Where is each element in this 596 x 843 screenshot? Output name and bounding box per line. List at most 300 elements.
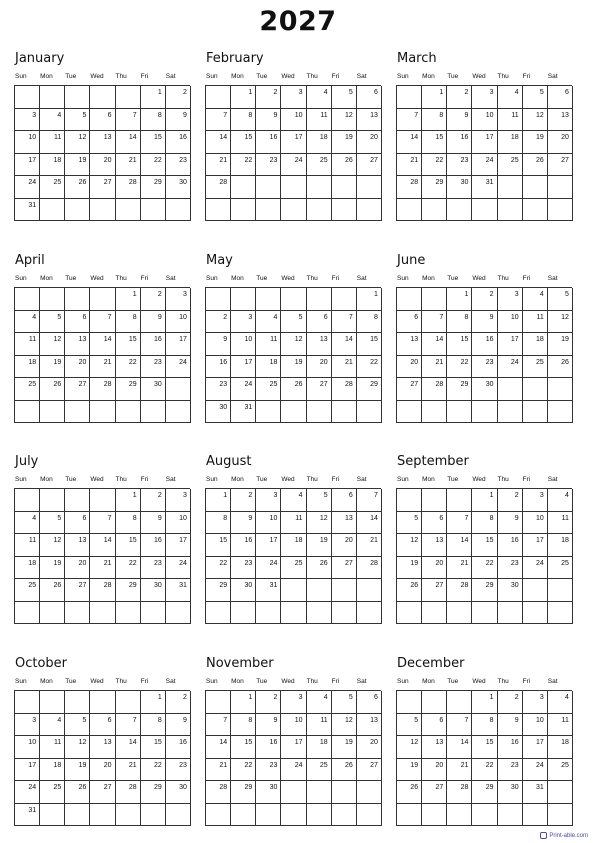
day-number: 22 bbox=[128, 358, 137, 366]
day-cell bbox=[65, 311, 90, 334]
day-cell bbox=[116, 154, 141, 177]
day-number: 19 bbox=[561, 336, 569, 343]
day-cell bbox=[141, 378, 166, 401]
day-cell bbox=[523, 714, 548, 737]
day-cell bbox=[116, 557, 141, 580]
day-cell bbox=[357, 534, 382, 557]
day-number: 28 bbox=[460, 784, 469, 791]
day-cell bbox=[307, 781, 332, 804]
day-number: 20 bbox=[103, 156, 112, 164]
day-cell bbox=[472, 131, 497, 154]
day-cell bbox=[256, 512, 281, 535]
day-cell bbox=[397, 176, 422, 199]
day-number: 2 bbox=[182, 694, 187, 701]
day-cell bbox=[40, 804, 65, 827]
day-cell bbox=[523, 109, 548, 132]
day-cell bbox=[65, 176, 90, 199]
day-number: 18 bbox=[28, 358, 37, 366]
day-number: 1 bbox=[157, 89, 162, 96]
day-cell bbox=[523, 579, 548, 602]
day-cell bbox=[422, 356, 447, 379]
day-cell bbox=[40, 691, 65, 714]
day-grid bbox=[205, 287, 381, 423]
day-cell bbox=[256, 759, 281, 782]
day-number: 29 bbox=[435, 179, 444, 186]
day-number: 21 bbox=[435, 358, 444, 366]
day-cell bbox=[65, 804, 90, 827]
day-number: 24 bbox=[485, 156, 494, 164]
day-cell bbox=[548, 534, 573, 557]
weekday-label: Fri bbox=[522, 275, 531, 282]
day-cell bbox=[498, 86, 523, 109]
day-cell bbox=[422, 534, 447, 557]
day-number: 20 bbox=[78, 358, 87, 366]
day-cell bbox=[206, 557, 231, 580]
day-number: 27 bbox=[435, 784, 444, 791]
day-cell bbox=[40, 714, 65, 737]
day-number: 15 bbox=[435, 134, 444, 141]
day-cell bbox=[281, 109, 306, 132]
day-number: 18 bbox=[319, 134, 328, 141]
day-number: 26 bbox=[294, 381, 303, 388]
day-cell bbox=[231, 489, 256, 512]
weekday-label: Tue bbox=[65, 678, 77, 685]
day-number: 9 bbox=[157, 313, 162, 321]
day-cell bbox=[357, 311, 382, 334]
day-cell bbox=[15, 804, 40, 827]
day-cell bbox=[141, 489, 166, 512]
weekday-label: Mon bbox=[231, 476, 244, 483]
day-cell bbox=[141, 714, 166, 737]
day-number: 9 bbox=[157, 514, 162, 522]
day-number: 10 bbox=[244, 336, 253, 343]
day-number: 4 bbox=[539, 291, 544, 298]
day-cell bbox=[332, 131, 357, 154]
day-number: 29 bbox=[244, 784, 253, 791]
day-cell bbox=[447, 356, 472, 379]
page-title: 2027 bbox=[259, 6, 337, 37]
month-name: April bbox=[15, 253, 45, 268]
day-cell bbox=[141, 356, 166, 379]
day-number: 12 bbox=[294, 336, 303, 343]
day-cell bbox=[231, 311, 256, 334]
day-cell bbox=[447, 759, 472, 782]
day-number: 26 bbox=[561, 358, 569, 366]
day-cell bbox=[357, 489, 382, 512]
weekday-label: Sun bbox=[15, 275, 27, 282]
day-number: 4 bbox=[323, 694, 328, 701]
day-cell bbox=[447, 714, 472, 737]
day-cell bbox=[231, 557, 256, 580]
day-number: 9 bbox=[514, 716, 519, 724]
day-cell bbox=[498, 109, 523, 132]
day-cell bbox=[65, 691, 90, 714]
day-number: 26 bbox=[535, 156, 544, 164]
day-number: 6 bbox=[323, 313, 328, 321]
day-number: 8 bbox=[248, 111, 253, 119]
day-number: 4 bbox=[564, 492, 569, 499]
day-number: 3 bbox=[248, 313, 253, 321]
day-number: 13 bbox=[370, 111, 378, 119]
weekday-label: Sun bbox=[397, 275, 409, 282]
day-cell bbox=[65, 557, 90, 580]
day-cell bbox=[116, 311, 141, 334]
day-cell bbox=[523, 176, 548, 199]
day-cell bbox=[40, 288, 65, 311]
day-cell bbox=[332, 512, 357, 535]
day-number: 10 bbox=[535, 514, 544, 522]
day-cell bbox=[256, 534, 281, 557]
day-number: 6 bbox=[439, 514, 444, 522]
day-number: 12 bbox=[53, 336, 62, 343]
day-cell bbox=[548, 356, 573, 379]
day-number: 13 bbox=[344, 514, 353, 522]
day-number: 15 bbox=[244, 134, 253, 141]
day-cell bbox=[523, 86, 548, 109]
day-number: 11 bbox=[561, 716, 569, 724]
day-cell bbox=[422, 736, 447, 759]
day-cell bbox=[307, 714, 332, 737]
day-number: 23 bbox=[460, 156, 469, 164]
day-number: 4 bbox=[564, 694, 569, 701]
day-cell bbox=[472, 579, 497, 602]
day-cell bbox=[15, 288, 40, 311]
day-cell bbox=[166, 714, 191, 737]
day-number: 25 bbox=[535, 358, 544, 366]
day-number: 30 bbox=[485, 381, 494, 388]
day-cell bbox=[141, 736, 166, 759]
day-cell bbox=[116, 781, 141, 804]
day-grid bbox=[14, 287, 190, 423]
month-september bbox=[396, 452, 572, 624]
day-cell bbox=[116, 512, 141, 535]
day-number: 4 bbox=[273, 313, 278, 321]
day-number: 17 bbox=[510, 336, 519, 343]
day-number: 12 bbox=[410, 537, 419, 544]
day-number: 27 bbox=[78, 582, 87, 589]
day-number: 2 bbox=[182, 89, 187, 96]
day-number: 14 bbox=[460, 739, 469, 746]
day-cell bbox=[141, 512, 166, 535]
day-number: 24 bbox=[244, 381, 253, 388]
day-number: 13 bbox=[410, 336, 419, 343]
day-cell bbox=[65, 109, 90, 132]
day-number: 5 bbox=[57, 313, 62, 321]
day-cell bbox=[472, 401, 497, 424]
day-number: 16 bbox=[269, 134, 278, 141]
weekday-label: Mon bbox=[231, 678, 244, 685]
month-july bbox=[14, 452, 190, 624]
day-number: 27 bbox=[78, 381, 87, 388]
day-cell bbox=[206, 401, 231, 424]
day-number: 19 bbox=[410, 761, 419, 769]
day-cell bbox=[281, 176, 306, 199]
day-cell bbox=[422, 512, 447, 535]
day-cell bbox=[422, 759, 447, 782]
day-cell bbox=[357, 736, 382, 759]
weekday-header bbox=[14, 274, 190, 287]
day-cell bbox=[90, 557, 115, 580]
day-number: 17 bbox=[28, 156, 37, 164]
day-number: 27 bbox=[319, 381, 328, 388]
day-number: 24 bbox=[535, 761, 544, 769]
day-number: 30 bbox=[179, 784, 187, 791]
day-number: 26 bbox=[344, 761, 353, 769]
day-cell bbox=[332, 759, 357, 782]
day-cell bbox=[472, 691, 497, 714]
day-number: 31 bbox=[28, 201, 37, 209]
day-cell bbox=[472, 759, 497, 782]
day-cell bbox=[90, 736, 115, 759]
weekday-label: Fri bbox=[140, 275, 149, 282]
day-cell bbox=[548, 714, 573, 737]
day-number: 7 bbox=[464, 514, 469, 522]
day-number: 2 bbox=[157, 291, 162, 298]
day-cell bbox=[90, 109, 115, 132]
day-number: 18 bbox=[294, 537, 303, 544]
day-number: 15 bbox=[485, 739, 494, 746]
day-cell bbox=[256, 311, 281, 334]
day-cell bbox=[166, 86, 191, 109]
day-cell bbox=[332, 176, 357, 199]
day-number: 23 bbox=[269, 156, 278, 164]
day-cell bbox=[116, 736, 141, 759]
day-cell bbox=[397, 199, 422, 222]
month-october bbox=[14, 654, 190, 826]
day-cell bbox=[206, 804, 231, 827]
day-cell bbox=[357, 333, 382, 356]
day-number: 9 bbox=[182, 716, 187, 724]
day-cell bbox=[397, 736, 422, 759]
day-cell bbox=[422, 378, 447, 401]
day-number: 7 bbox=[439, 313, 444, 321]
day-cell bbox=[15, 86, 40, 109]
day-cell bbox=[65, 579, 90, 602]
day-number: 8 bbox=[373, 313, 378, 321]
day-cell bbox=[256, 86, 281, 109]
day-number: 15 bbox=[128, 336, 137, 343]
day-number: 1 bbox=[489, 694, 494, 701]
day-cell bbox=[397, 691, 422, 714]
day-cell bbox=[357, 199, 382, 222]
day-cell bbox=[231, 333, 256, 356]
day-number: 24 bbox=[269, 559, 278, 567]
day-cell bbox=[498, 759, 523, 782]
day-cell bbox=[307, 489, 332, 512]
day-number: 13 bbox=[435, 537, 444, 544]
day-number: 16 bbox=[485, 336, 494, 343]
weekday-label: Thu bbox=[497, 476, 509, 483]
day-number: 24 bbox=[28, 179, 37, 186]
day-cell bbox=[472, 781, 497, 804]
day-cell bbox=[116, 602, 141, 625]
day-cell bbox=[307, 311, 332, 334]
day-number: 27 bbox=[370, 156, 378, 164]
day-cell bbox=[166, 333, 191, 356]
footer-logo-text: Print-able.com bbox=[549, 832, 588, 839]
weekday-label: Wed bbox=[281, 476, 295, 483]
day-number: 7 bbox=[414, 111, 419, 119]
day-number: 7 bbox=[107, 313, 112, 321]
day-cell bbox=[357, 86, 382, 109]
day-number: 28 bbox=[219, 179, 228, 186]
day-cell bbox=[116, 714, 141, 737]
day-number: 5 bbox=[414, 514, 419, 522]
day-cell bbox=[472, 602, 497, 625]
weekday-label: Thu bbox=[306, 476, 318, 483]
day-number: 7 bbox=[373, 492, 378, 499]
day-number: 30 bbox=[153, 582, 162, 589]
day-number: 3 bbox=[539, 492, 544, 499]
day-cell bbox=[447, 378, 472, 401]
day-cell bbox=[141, 311, 166, 334]
day-cell bbox=[357, 154, 382, 177]
weekday-label: Wed bbox=[472, 275, 486, 282]
day-cell bbox=[116, 401, 141, 424]
day-cell bbox=[447, 489, 472, 512]
day-number: 30 bbox=[460, 179, 469, 186]
day-cell bbox=[447, 781, 472, 804]
day-cell bbox=[332, 579, 357, 602]
day-cell bbox=[281, 579, 306, 602]
day-number: 4 bbox=[323, 89, 328, 96]
day-cell bbox=[332, 534, 357, 557]
day-number: 19 bbox=[535, 134, 544, 141]
day-number: 5 bbox=[57, 514, 62, 522]
weekday-label: Sun bbox=[206, 275, 218, 282]
weekday-label: Wed bbox=[472, 678, 486, 685]
day-number: 29 bbox=[370, 381, 378, 388]
weekday-label: Mon bbox=[231, 275, 244, 282]
day-cell bbox=[498, 333, 523, 356]
day-cell bbox=[332, 781, 357, 804]
day-cell bbox=[472, 557, 497, 580]
weekday-label: Fri bbox=[331, 476, 340, 483]
day-cell bbox=[15, 579, 40, 602]
day-cell bbox=[15, 311, 40, 334]
day-cell bbox=[548, 759, 573, 782]
weekday-header bbox=[396, 274, 572, 287]
day-cell bbox=[141, 154, 166, 177]
day-number: 11 bbox=[561, 514, 569, 522]
day-number: 19 bbox=[344, 739, 353, 746]
day-cell bbox=[166, 759, 191, 782]
day-cell bbox=[65, 131, 90, 154]
day-cell bbox=[307, 199, 332, 222]
month-name: February bbox=[206, 51, 264, 66]
day-number: 21 bbox=[460, 559, 469, 567]
day-cell bbox=[40, 579, 65, 602]
day-grid bbox=[396, 287, 572, 423]
day-number: 22 bbox=[485, 761, 494, 769]
day-number: 5 bbox=[564, 291, 569, 298]
day-cell bbox=[422, 311, 447, 334]
day-cell bbox=[397, 333, 422, 356]
day-cell bbox=[447, 534, 472, 557]
day-number: 13 bbox=[370, 716, 378, 724]
weekday-label: Tue bbox=[447, 275, 459, 282]
day-cell bbox=[281, 781, 306, 804]
day-cell bbox=[472, 86, 497, 109]
day-cell bbox=[332, 714, 357, 737]
day-cell bbox=[231, 579, 256, 602]
day-cell bbox=[422, 714, 447, 737]
day-grid bbox=[396, 690, 572, 826]
day-number: 16 bbox=[510, 537, 519, 544]
month-name: August bbox=[206, 454, 252, 469]
day-number: 8 bbox=[439, 111, 444, 119]
day-number: 7 bbox=[223, 716, 228, 724]
day-number: 5 bbox=[348, 89, 353, 96]
day-number: 24 bbox=[535, 559, 544, 567]
day-number: 2 bbox=[248, 492, 253, 499]
day-cell bbox=[357, 131, 382, 154]
day-number: 30 bbox=[153, 381, 162, 388]
day-cell bbox=[116, 579, 141, 602]
day-number: 22 bbox=[244, 156, 253, 164]
day-number: 13 bbox=[103, 739, 112, 746]
day-cell bbox=[397, 131, 422, 154]
day-number: 5 bbox=[348, 694, 353, 701]
day-cell bbox=[422, 176, 447, 199]
day-cell bbox=[40, 199, 65, 222]
day-number: 13 bbox=[103, 134, 112, 141]
day-cell bbox=[422, 489, 447, 512]
day-number: 15 bbox=[153, 134, 162, 141]
day-number: 29 bbox=[219, 582, 228, 589]
day-cell bbox=[357, 691, 382, 714]
day-cell bbox=[231, 602, 256, 625]
day-number: 17 bbox=[535, 739, 544, 746]
day-cell bbox=[397, 512, 422, 535]
day-number: 31 bbox=[179, 582, 187, 589]
day-cell bbox=[206, 356, 231, 379]
day-cell bbox=[256, 131, 281, 154]
day-cell bbox=[548, 557, 573, 580]
day-cell bbox=[332, 356, 357, 379]
day-number: 20 bbox=[103, 761, 112, 769]
day-cell bbox=[90, 333, 115, 356]
day-number: 11 bbox=[536, 313, 544, 321]
day-number: 14 bbox=[460, 537, 469, 544]
day-number: 5 bbox=[298, 313, 303, 321]
day-cell bbox=[447, 86, 472, 109]
day-cell bbox=[447, 176, 472, 199]
day-cell bbox=[166, 557, 191, 580]
day-cell bbox=[116, 759, 141, 782]
day-cell bbox=[307, 131, 332, 154]
weekday-label: Wed bbox=[90, 73, 104, 80]
day-cell bbox=[141, 579, 166, 602]
weekday-label: Wed bbox=[90, 476, 104, 483]
day-cell bbox=[231, 199, 256, 222]
day-cell bbox=[231, 401, 256, 424]
day-number: 29 bbox=[485, 784, 494, 791]
weekday-label: Thu bbox=[306, 73, 318, 80]
day-number: 18 bbox=[561, 739, 569, 746]
weekday-label: Thu bbox=[497, 275, 509, 282]
day-number: 4 bbox=[298, 492, 303, 499]
day-number: 18 bbox=[28, 559, 37, 567]
day-cell bbox=[548, 131, 573, 154]
day-cell bbox=[422, 154, 447, 177]
day-number: 12 bbox=[319, 514, 328, 522]
day-cell bbox=[231, 781, 256, 804]
day-cell bbox=[65, 378, 90, 401]
weekday-label: Thu bbox=[115, 275, 127, 282]
day-cell bbox=[447, 288, 472, 311]
day-cell bbox=[116, 691, 141, 714]
